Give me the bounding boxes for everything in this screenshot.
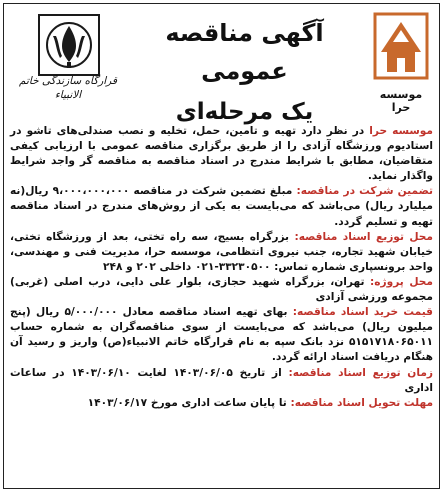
- khatam-caption: قرارگاه سازندگی خاتم الانبیاء: [18, 75, 118, 101]
- iran-emblem-icon: [38, 14, 100, 76]
- deadline-text: تا پایان ساعت اداری مورخ ۱۴۰۳/۰۶/۱۷: [87, 396, 291, 409]
- price-text: بهای تهیه اسناد مناقصه معادل ۵/۰۰۰/۰۰۰ ریال (پنج میلیون ریال) می‌باشد که می‌بایست از سوی مناقصه‌گران به شماره حساب ۵۱۵۱۷۱۸۰۶۵۰۱۱ نزد بانک سپه به نام قرارگاه خاتم الانبیاء(ص) واریز و رسید آن هنگام دریافت اسناد ارائه گردد.: [10, 306, 433, 364]
- paragraph-guarantee: [10, 184, 433, 229]
- notice-body: [10, 124, 433, 411]
- paragraph-price: [10, 305, 433, 365]
- hera-logo: [369, 12, 433, 112]
- deadline-label: مهلت تحویل اسناد مناقصه:: [290, 396, 433, 409]
- paragraph-deadline: [10, 396, 433, 411]
- title-line-1: آگهی مناقصه عمومی: [165, 19, 324, 85]
- price-label: قیمت خرید اسناد مناقصه:: [292, 306, 433, 319]
- project-location-text: تهران، بزرگراه شهید حجازی، بلوار علی دایی، درب اصلی (غربی) مجموعه ورزشی آزادی: [10, 275, 433, 304]
- distribution-time-label: زمان توزیع اسناد مناقصه:: [288, 366, 433, 379]
- hera-institute-logo-icon: [373, 12, 429, 82]
- notice-header: [4, 4, 439, 125]
- project-location-label: محل پروژه:: [370, 275, 433, 288]
- org-label: موسسه حرا: [369, 125, 433, 137]
- paragraph-distribution-place: [10, 230, 433, 275]
- title-line-2: یک مرحله‌ای: [175, 99, 314, 125]
- distribution-place-label: محل توزیع اسناد مناقصه:: [294, 230, 433, 243]
- paragraph-intro: [10, 124, 433, 184]
- hera-name: موسسه حرا: [379, 88, 423, 114]
- paragraph-project-location: [10, 275, 433, 305]
- guarantee-text: مبلغ تضمین شرکت در مناقصه ۹،۰۰۰،۰۰۰،۰۰۰ ریال(نه میلیارد ریال) می‌باشد که می‌بایست به یکی از روش‌های مندرج در اسناد مناقصه تهیه و تسلیم گردد.: [10, 185, 433, 228]
- notice-title: [128, 14, 361, 132]
- paragraph-distribution-time: [10, 366, 433, 396]
- guarantee-label: تضمین شرکت در مناقصه:: [296, 185, 433, 198]
- intro-text: در نظر دارد تهیه و تامین، حمل، تخلیه و نصب صندلی‌های تاشو در استادیوم ورزشگاه آزادی را از طریق برگزاری مناقصه عمومی با ارزیابی کیفی متقاضیان، مطابق با شرایط مندرج در اسناد مناقصه به مناقصه گر واجد شرایط واگذار نماید.: [10, 125, 433, 183]
- distribution-place-text: بزرگراه بسیج، سه راه تختی، بعد از ورزشگاه تختی، خیابان شهید تجاره، جنب نیروی انتظامی، موسسه حرا، مدیریت فنی و مهندسی، واحد برونسپاری شماره تماس: ۳۳۲۳۰۵۰۰-۰۲۱ داخلی ۲۰۲ و ۲۴۸: [10, 230, 433, 273]
- khatam-logo: [12, 10, 124, 118]
- tender-notice: [3, 3, 440, 489]
- distribution-time-text: از تاریخ ۱۴۰۳/۰۶/۰۵ لغایت ۱۴۰۳/۰۶/۱۰ در ساعات اداری: [10, 366, 433, 394]
